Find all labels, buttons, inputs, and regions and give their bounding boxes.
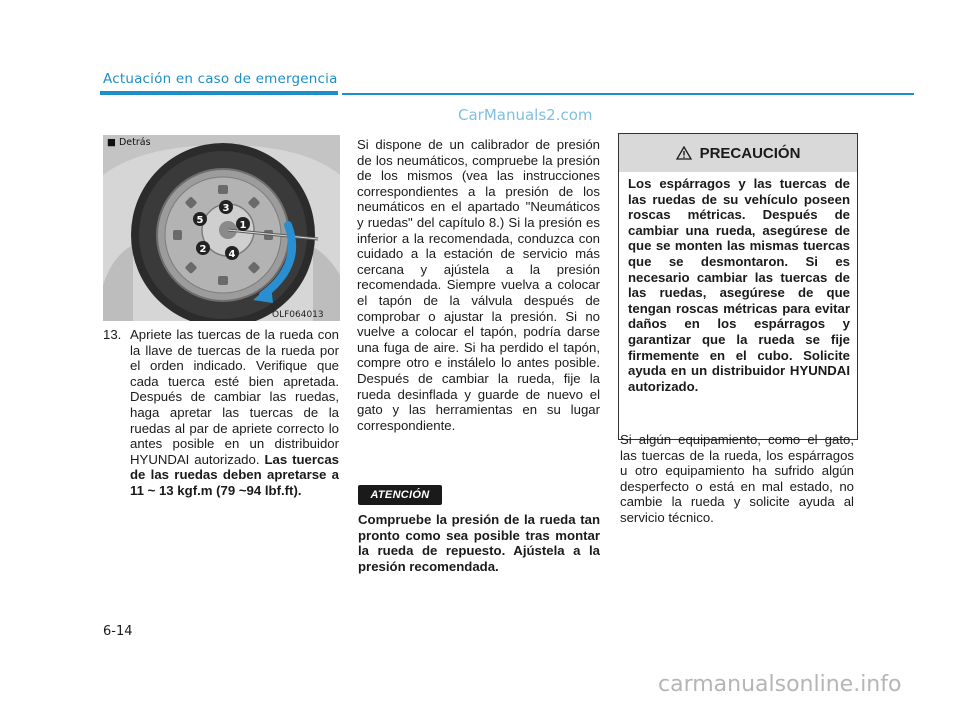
lug-label-4: 4 [228,249,236,260]
wheel-svg [103,135,340,321]
warning-triangle-icon [676,146,692,160]
atencion-text: Compruebe la presión de la rueda tan pronto como sea posible tras montar la rueda de repuesto. Ajústela a la presión recomendada. [358,512,600,574]
wheel-illustration [103,135,340,321]
lug-label-2: 2 [199,244,207,255]
watermark-top: CarManuals2.com [458,106,593,124]
step-13 [103,327,339,499]
header-rule-thick [100,91,338,95]
section-title: Actuación en caso de emergencia [103,71,338,87]
caution-box [618,133,858,440]
caution-text: Los espárragos y las tuercas de las ruedas de su vehículo poseen roscas métricas. Después de cambiar una rueda, asegúrese de que se monten las mismas tuercas que se desmontaron. Si es necesario cambiar las tuercas de las ruedas, asegúrese de que tengan roscas métricas para evitar daños en los espárragos y garantizar que la rueda se fije firmemente en el cubo. Solicite ayuda en un distribuidor HYUNDAI autorizado. [628,176,850,394]
step-number: 13. [103,327,122,342]
tire-pressure-paragraph: Si dispone de un calibrador de presión de los neumáticos, compruebe la presión de los mismos (vea las instrucciones correspondientes a la presión de los neumáticos en el apartado "Neumáticos y ruedas" del capítulo 8.) Si la presión es inferior a la recomendada, conduzca con cuidado a la estación de servicio más cercana y ajústela a la presión recomendada. Siempre vuelva a colocar el tapón de la válvula después de comprobar o ajustar la presión. Si no vuelve a colocar el tapón, podría darse una fuga de aire. Si ha perdido el tapón, compre otro e instálelo lo antes posible. Después de cambiar la rueda, fije la rueda desinflada y guarde de nuevo el gato y las herramientas en su lugar correspondiente. [357,137,600,433]
step-body: Apriete las tuercas de la rueda con la llave de tuercas de la rueda por el orden indicado. Verifique que cada tuerca esté bien apretada. Después de cambiar las ruedas, haga apretar las tuercas de la ruedas al par de apriete correcto lo antes posible en un distribuidor HYUNDAI autorizado. [130,327,339,467]
header-rule-thin [342,93,914,95]
atencion-badge: ATENCIÓN [358,485,442,505]
figure-label: ■ Detrás [107,137,151,148]
caution-title: PRECAUCIÓN [699,144,801,162]
page-number: 6-14 [103,624,133,639]
step-torque-spec: Las tuercas de las ruedas deben apretarse a 11 ~ 13 kgf.m (79 ~94 lbf.ft). [130,451,339,498]
figure-code: OLF064013 [272,310,324,320]
lug-label-1: 1 [239,220,247,231]
lug-label-3: 3 [222,203,230,214]
caution-header [619,134,857,172]
watermark-bottom: carmanualsonline.info [658,672,902,697]
lug-label-5: 5 [196,215,204,226]
equipment-paragraph: Si algún equipamiento, como el gato, las tuercas de la rueda, los espárragos u otro equipamiento ha sufrido algún desperfecto o está en mal estado, no cambie la rueda y solicite ayuda al servicio técnico. [620,432,854,525]
step-text [130,327,339,499]
